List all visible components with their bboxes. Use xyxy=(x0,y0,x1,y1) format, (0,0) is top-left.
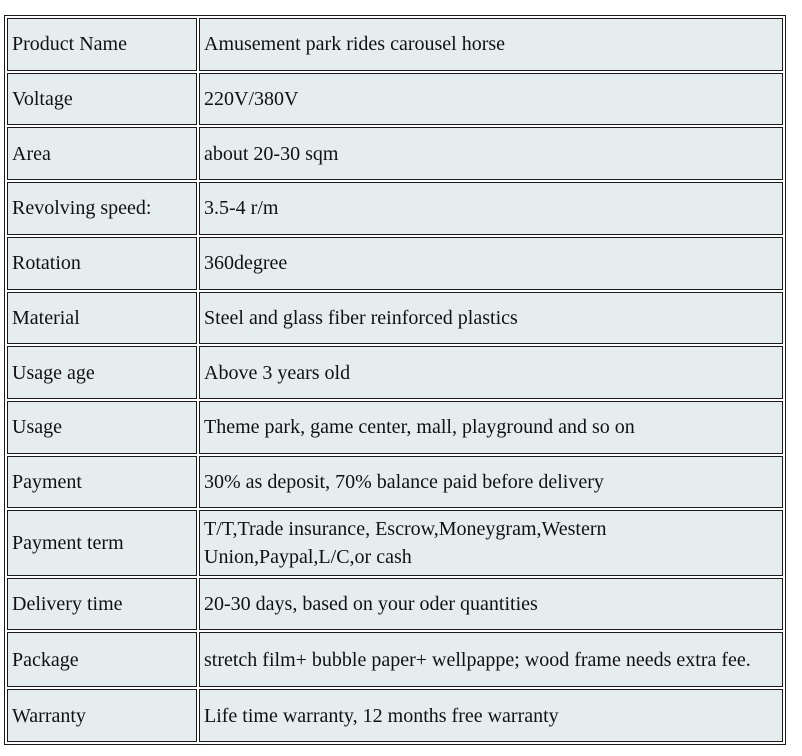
table-row-warranty xyxy=(7,689,783,742)
row-value: 20-30 days, based on your oder quantities xyxy=(199,578,783,631)
table-row-area xyxy=(7,127,783,180)
spec-sheet xyxy=(4,15,786,745)
row-label: Revolving speed: xyxy=(7,182,197,235)
row-value: about 20-30 sqm xyxy=(199,127,783,180)
row-label: Delivery time xyxy=(7,578,197,631)
row-label: Material xyxy=(7,292,197,345)
row-label: Payment term xyxy=(7,510,197,575)
row-value: 3.5-4 r/m xyxy=(199,182,783,235)
table-row-payment-term xyxy=(7,510,783,575)
row-label: Product Name xyxy=(7,18,197,71)
table-row-voltage xyxy=(7,73,783,126)
row-value: Life time warranty, 12 months free warranty xyxy=(199,689,783,742)
row-label: Usage age xyxy=(7,346,197,399)
table-row-usage xyxy=(7,401,783,454)
row-label: Package xyxy=(7,632,197,687)
table-row-product-name xyxy=(7,18,783,71)
table-row-revolving-speed xyxy=(7,182,783,235)
row-label: Payment xyxy=(7,456,197,509)
row-value: Steel and glass fiber reinforced plastics xyxy=(199,292,783,345)
row-value: T/T,Trade insurance, Escrow,Moneygram,Western Union,Paypal,L/C,or cash xyxy=(199,510,783,575)
table-row-usage-age xyxy=(7,346,783,399)
row-value: Above 3 years old xyxy=(199,346,783,399)
row-value: stretch film+ bubble paper+ wellpappe; wood frame needs extra fee. xyxy=(199,632,783,687)
row-value: Theme park, game center, mall, playground and so on xyxy=(199,401,783,454)
row-value: 220V/380V xyxy=(199,73,783,126)
row-value: Amusement park rides carousel horse xyxy=(199,18,783,71)
row-label: Area xyxy=(7,127,197,180)
row-label: Rotation xyxy=(7,237,197,290)
row-label: Usage xyxy=(7,401,197,454)
row-label: Voltage xyxy=(7,73,197,126)
row-value: 360degree xyxy=(199,237,783,290)
table-row-rotation xyxy=(7,237,783,290)
row-label: Warranty xyxy=(7,689,197,742)
table-row-payment xyxy=(7,456,783,509)
table-row-delivery-time xyxy=(7,578,783,631)
table-row-material xyxy=(7,292,783,345)
row-value: 30% as deposit, 70% balance paid before delivery xyxy=(199,456,783,509)
table-row-package xyxy=(7,632,783,687)
product-spec-table xyxy=(4,15,786,745)
